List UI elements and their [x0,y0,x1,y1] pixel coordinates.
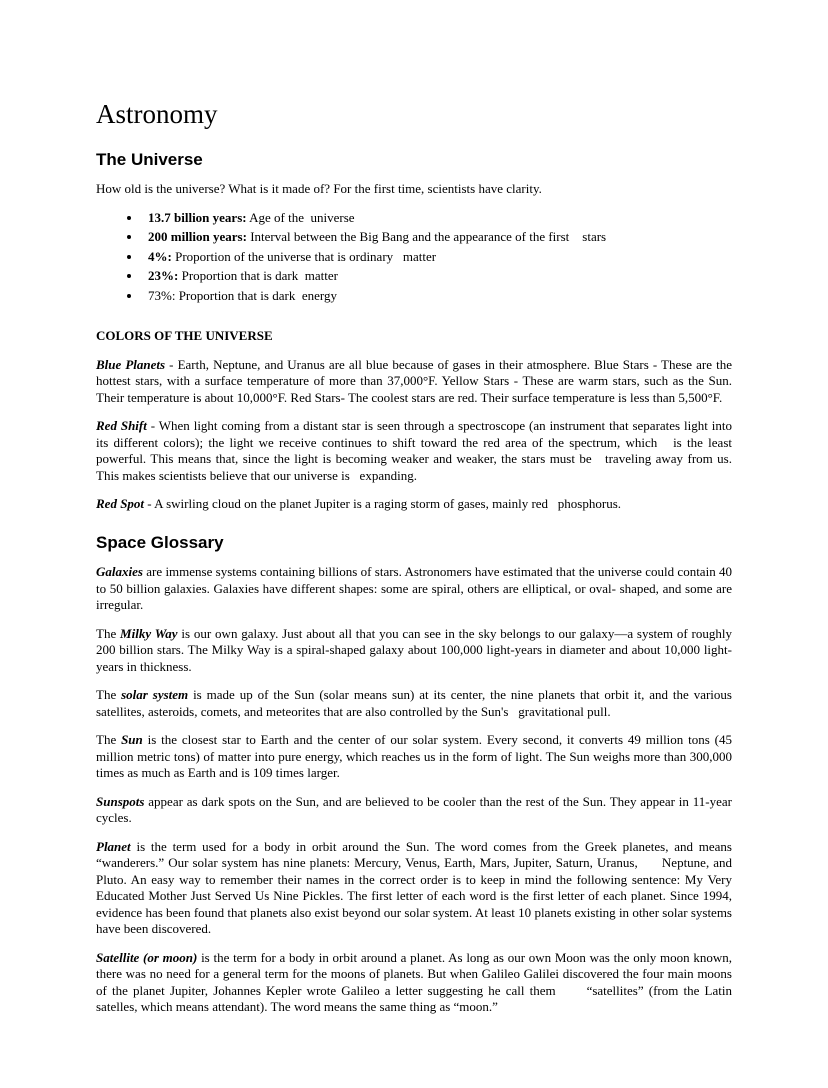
paragraph-satellite: Satellite (or moon) is the term for a body in orbit around a planet. As long as our own Moon was the only moon known, there was no need for a general term for the moons of planets. But when Galileo Galilei discovered the four main moons of the planet Jupiter, Johannes Kepler wrote Galileo a letter suggesting he call them “satellites” (from the Latin satelles, which means attendant). The word means the same thing as “moon.” [96,949,736,1015]
list-item: • 23%: Proportion that is dark matter [142,268,732,285]
paragraph-sun: The Sun is the closest star to Earth and the center of our solar system. Every second, it converts 49 million tons (45 million metric tons) of matter into pure energy, which reaches us in the form of light. The Sun weighs more than 300,000 times as much as Earth and is 109 times larger. [96,732,736,781]
list-item: • 73%: Proportion that is dark energy [142,288,732,305]
section-heading-the-universe: The Universe [96,149,203,169]
paragraph-galaxies: Galaxies are immense systems containing billions of stars. Astronomers have estimated that the universe could contain 40 to 50 billion galaxies. Galaxies have different shapes: some are spiral, others are elliptical, or oval- shaped, and some are irregular. [96,564,736,613]
subheading-colors-of-the-universe: COLORS OF THE UNIVERSE [96,328,273,344]
universe-facts-list [96,210,732,305]
paragraph-blue-planets: Blue Planets - Earth, Neptune, and Uranus are all blue because of gases in their atmosphere. Blue Stars - These are the hottest stars, with a surface temperature of more than 37,000°F. Yellow Stars - These are warm stars, such as the Sun. Their temperature is about 10,000°F. Red Stars- The coolest stars are red. Their surface temperature is less than 5,500°F. [96,356,736,405]
paragraph-milky-way: The Milky Way is our own galaxy. Just about all that you can see in the sky belongs to our galaxy—a system of roughly 200 billion stars. The Milky Way is a spiral-shaped galaxy about 100,000 light-years in diameter and about 10,000 light-years in thickness. [96,625,736,674]
document-title: Astronomy [96,99,218,129]
paragraph-sunspots: Sunspots appear as dark spots on the Sun, and are believed to be cooler than the rest of the Sun. They appear in 11-year cycles. [96,793,736,826]
universe-intro-paragraph: How old is the universe? What is it made of? For the first time, scientists have clarity. [96,181,542,197]
list-item: • 200 million years: Interval between the Big Bang and the appearance of the first stars [142,229,732,246]
paragraph-planet: Planet is the term used for a body in orbit around the Sun. The word comes from the Greek planetes, and means “wanderers.” Our solar system has nine planets: Mercury, Venus, Earth, Mars, Jupiter, Saturn, Uranus, Neptune, and Pluto. An easy way to remember their names in the correct order is to keep in mind the following sentence: My Very Educated Mother Just Served Us Nine Pickles. The first letter of each word is the first letter of each planet. Since 1994, evidence has been found that planets also exist beyond our solar system. At least 10 planets existing in other solar systems have been discovered. [96,838,736,937]
paragraph-red-spot: Red Spot - A swirling cloud on the planet Jupiter is a raging storm of gases, mainly red phosphorus. [96,496,622,512]
paragraph-solar-system: The solar system is made up of the Sun (solar means sun) at its center, the nine planets that orbit it, and the various satellites, asteroids, comets, and meteorites that are also controlled by the Sun's gravitational pull. [96,687,736,719]
paragraph-red-shift: Red Shift - When light coming from a distant star is seen through a spectroscope (an instrument that separates light into its different colors); the light we receive continues to shift toward the red area of the spectrum, which is the least powerful. This means that, since the light is becoming weaker and weaker, the stars must be traveling away from us. This makes scientists believe that our universe is expanding. [96,418,736,483]
section-heading-space-glossary: Space Glossary [96,532,224,552]
list-item: • 4%: Proportion of the universe that is ordinary matter [142,249,732,266]
list-item: • 13.7 billion years: Age of the universe [142,210,732,227]
